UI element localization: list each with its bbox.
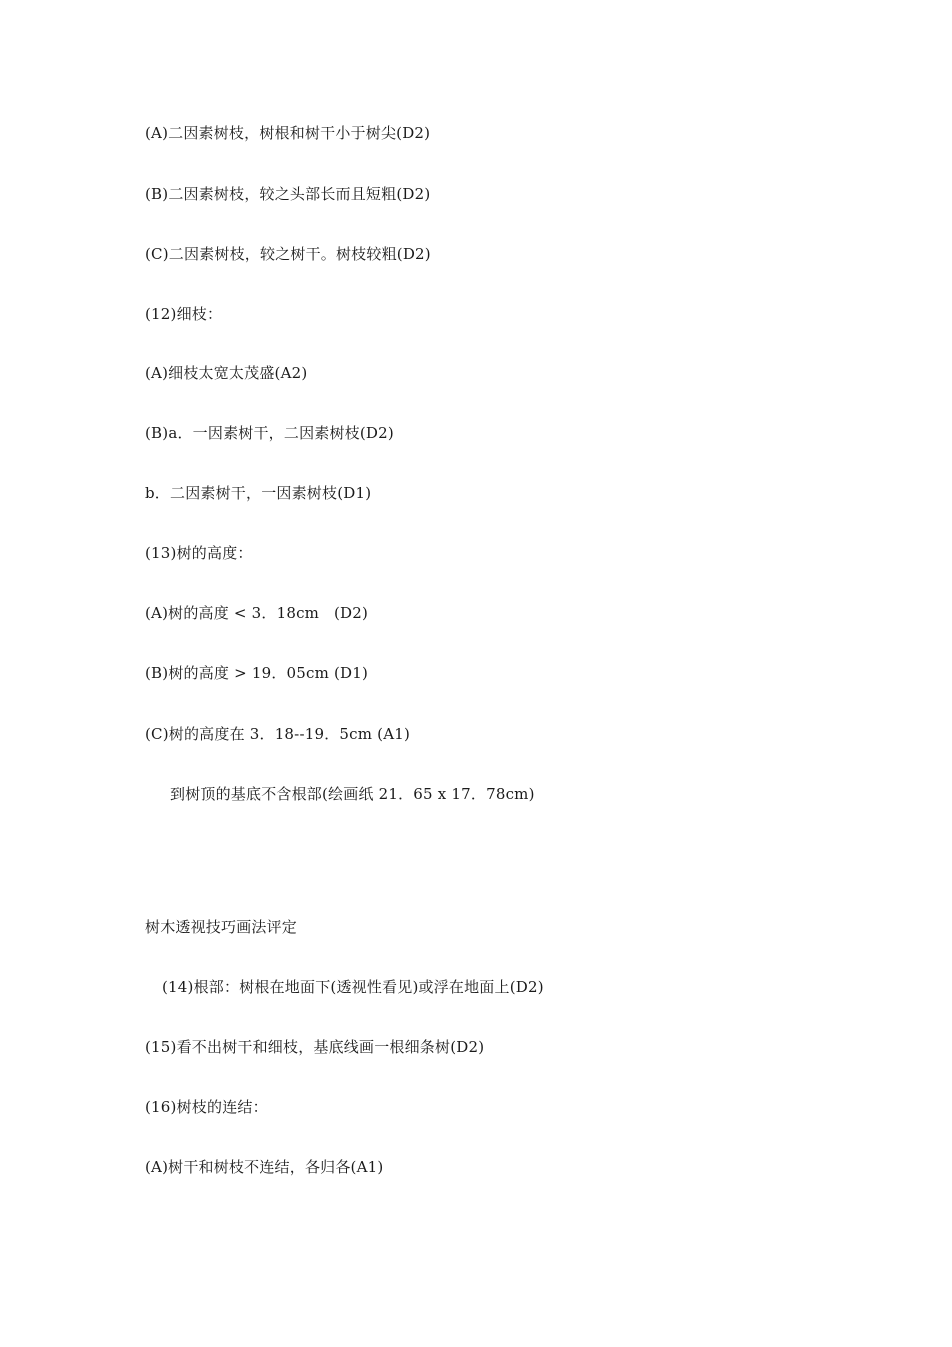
criterion-heading: (13)树的高度： xyxy=(145,544,253,562)
criterion-line: (B)二因素树枝，较之头部长而且短粗(D2) xyxy=(145,185,431,203)
criterion-line: (B)a．一因素树干，二因素树枝(D2) xyxy=(145,424,394,442)
criterion-line: (A)二因素树枝，树根和树干小于树尖(D2) xyxy=(145,124,431,142)
criterion-line: (A)树干和树枝不连结，各归各(A1) xyxy=(145,1158,384,1176)
criterion-line: (C)树的高度在 3．18--19．5cm (A1) xyxy=(145,725,411,743)
criterion-line: (A)树的高度 < 3．18cm (D2) xyxy=(145,604,369,622)
section-title: 树木透视技巧画法评定 xyxy=(145,918,298,936)
criterion-line: (A)细枝太宽太茂盛(A2) xyxy=(145,364,308,382)
criterion-heading: (16)树枝的连结： xyxy=(145,1098,268,1116)
criterion-heading: (15)看不出树干和细枝，基底线画一根细条树(D2) xyxy=(145,1038,485,1056)
criterion-heading: (12)细枝： xyxy=(145,305,223,323)
criterion-note: 到树顶的基底不含根部(绘画纸 21．65 x 17．78cm) xyxy=(170,785,535,803)
criterion-line: (C)二因素树枝，较之树干。树枝较粗(D2) xyxy=(145,245,431,263)
criterion-line: b．二因素树干，一因素树枝(D1) xyxy=(145,484,372,502)
criterion-heading: (14)根部：树根在地面下(透视性看见)或浮在地面上(D2) xyxy=(162,978,544,996)
criterion-line: (B)树的高度 > 19．05cm (D1) xyxy=(145,664,369,682)
